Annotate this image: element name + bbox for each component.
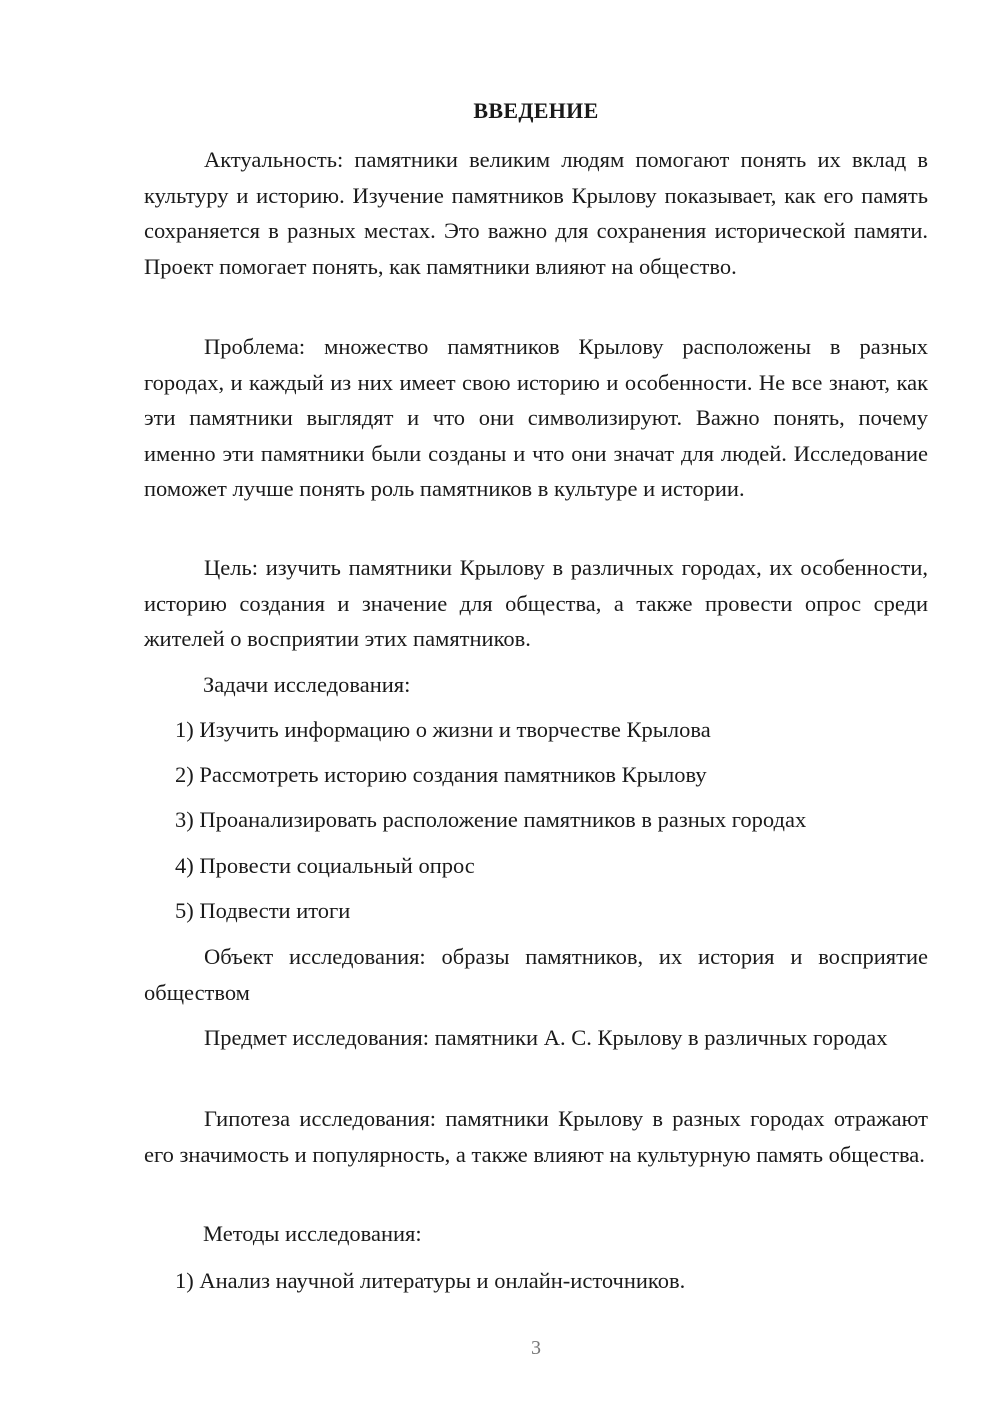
object-paragraph: Объект исследования: образы памятников, их история и восприятие обществом [144,944,928,1005]
task-item: 5) Подвести итоги [175,898,351,923]
task-item: 3) Проанализировать расположение памятников в разных городах [175,807,807,832]
task-item: 2) Рассмотреть историю создания памятников Крылову [175,762,707,787]
methods-title: Методы исследования: [203,1221,422,1246]
problem-paragraph: Проблема: множество памятников Крылову расположены в разных городах, и каждый из них имеет свою историю и особенности. Не все знают, как эти памятники выглядят и что они символизируют. Важно понять, почему именно эти памятники были созданы и что они значат для людей. Исследование поможет лучше понять роль памятников в культуре и истории. [144,334,928,501]
task-item: 1) Изучить информацию о жизни и творчестве Крылова [175,717,711,742]
tasks-title: Задачи исследования: [203,672,411,697]
goal-paragraph: Цель: изучить памятники Крылову в различных городах, их особенности, историю создания и значение для общества, а также провести опрос среди жителей о восприятии этих памятников. [144,555,928,651]
page-number: 3 [531,1337,541,1359]
section-heading: ВВЕДЕНИЕ [473,98,599,123]
subject-paragraph: Предмет исследования: памятники А. С. Крылову в различных городах [204,1025,888,1050]
task-item: 4) Провести социальный опрос [175,853,475,878]
method-item: 1) Анализ научной литературы и онлайн-источников. [175,1268,686,1293]
hypothesis-paragraph: Гипотеза исследования: памятники Крылову в разных городах отражают его значимость и популярность, а также влияют на культурную память общества. [144,1106,928,1167]
relevance-paragraph: Актуальность: памятники великим людям помогают понять их вклад в культуру и историю. Изучение памятников Крылову показывает, как его память сохраняется в разных местах. Это важно для сохранения исторической памяти. Проект помогает понять, как памятники влияют на общество. [144,147,928,279]
